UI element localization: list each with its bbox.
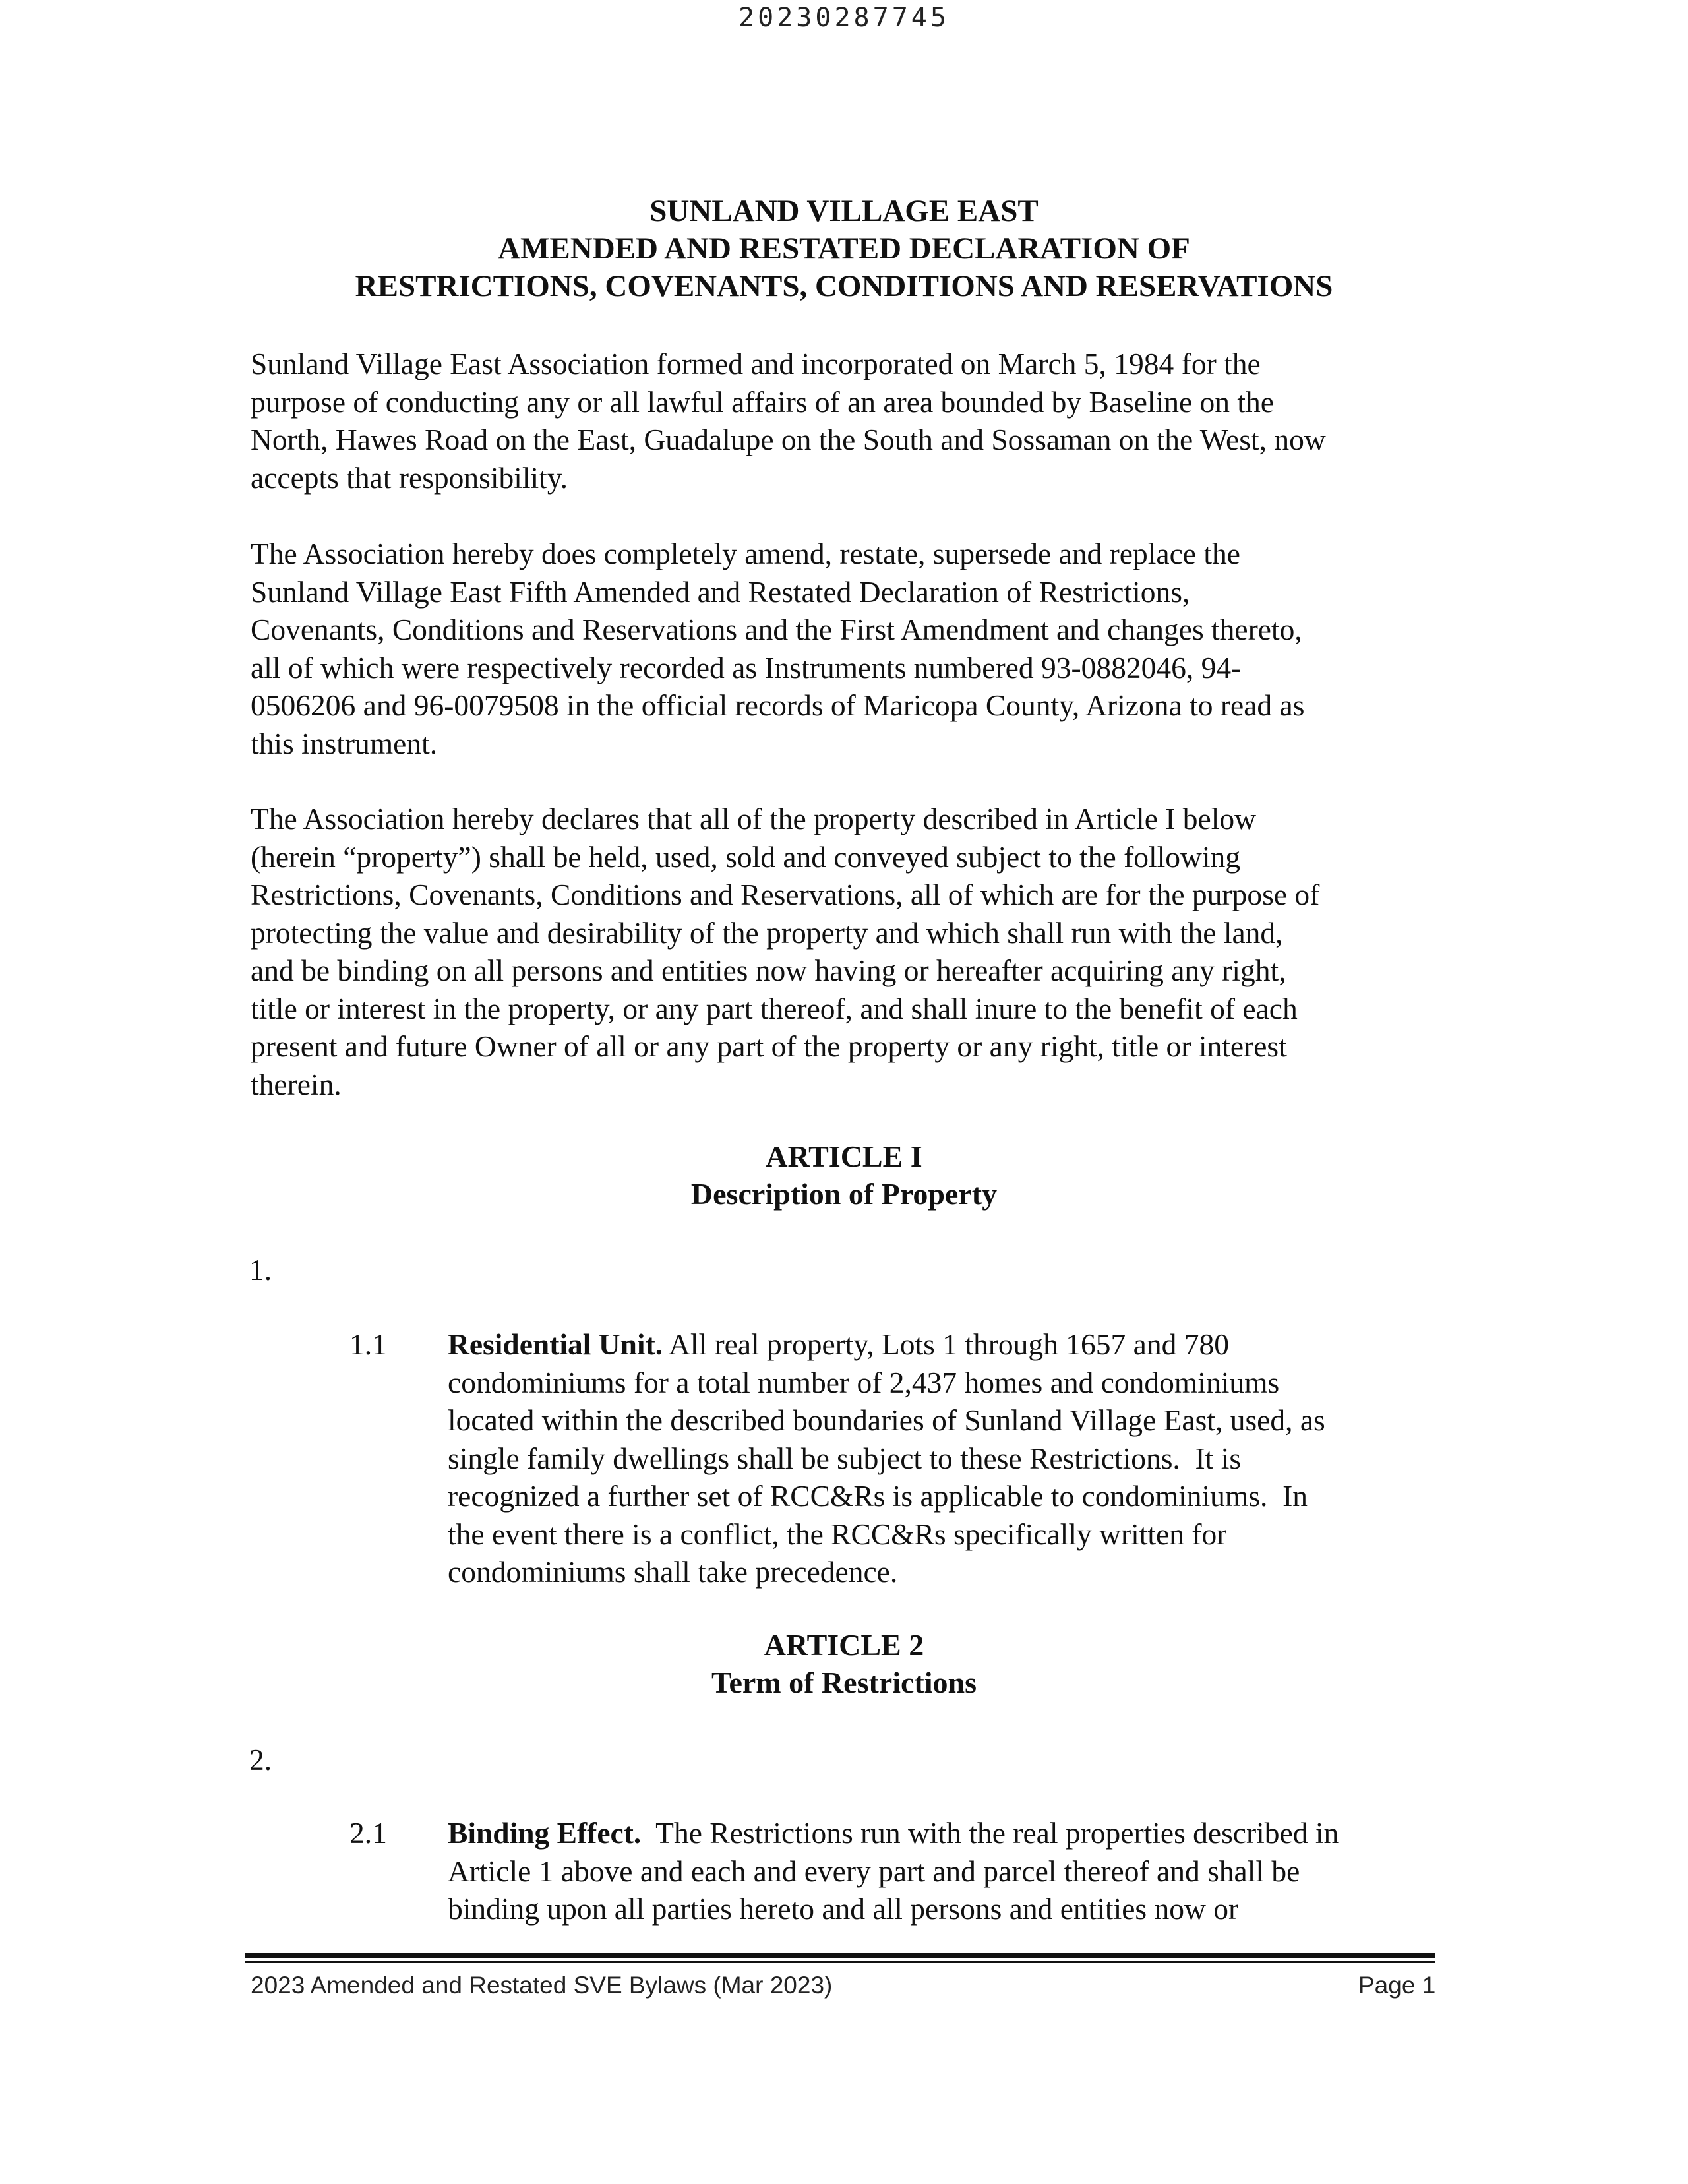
section-1-1-number: 1.1 [349, 1327, 387, 1361]
intro-paragraph-2 [251, 535, 1451, 762]
title-line-1: SUNLAND VILLAGE EAST [649, 194, 1039, 228]
article-2-heading [0, 1626, 1688, 1701]
footer-divider-thin [245, 1961, 1435, 1963]
article-1-number: 1. [249, 1253, 272, 1287]
section-1-1-body [448, 1325, 1450, 1591]
footer-page-number: Page 1 [1358, 1972, 1436, 1999]
title-line-3: RESTRICTIONS, COVENANTS, CONDITIONS AND RESERVATIONS [355, 269, 1333, 303]
section-2-1-body [448, 1814, 1450, 1928]
text-line: All real property, Lots 1 through 1657 and 780 [663, 1327, 1229, 1361]
section-2-1-number: 2.1 [349, 1816, 387, 1850]
footer-document-name: 2023 Amended and Restated SVE Bylaws (Mar 2023) [251, 1972, 833, 1999]
text-line: (herein “property”) shall be held, used, sold and conveyed subject to the following [251, 839, 1241, 874]
article-2-subtitle: Term of Restrictions [711, 1666, 977, 1699]
section-2-1-title: Binding Effect. [448, 1816, 642, 1850]
recording-number: 20230287745 [738, 3, 950, 33]
text-line: The Restrictions run with the real properties described in [641, 1816, 1339, 1850]
article-1-subtitle: Description of Property [690, 1177, 998, 1211]
intro-paragraph-3 [251, 800, 1451, 1103]
text-line: title or interest in the property, or any part thereof, and shall inure to the benefit of each [251, 991, 1298, 1025]
text-line: Sunland Village East Fifth Amended and Restated Declaration of Restrictions, [251, 574, 1190, 609]
article-1-title: ARTICLE I [766, 1139, 922, 1173]
footer-divider-thick [245, 1953, 1435, 1958]
text-line: The Association hereby declares that all of the property described in Article I below [251, 802, 1256, 835]
text-line: condominiums shall take precedence. [448, 1555, 898, 1589]
text-line: single family dwellings shall be subject to these Restrictions. It is [448, 1441, 1242, 1475]
text-line: located within the described boundaries of Sunland Village East, used, as [448, 1403, 1325, 1437]
text-line: recognized a further set of RCC&Rs is applicable to condominiums. In [448, 1479, 1308, 1513]
text-line: and be binding on all persons and entities now having or hereafter acquiring any right, [251, 954, 1286, 987]
text-line: Restrictions, Covenants, Conditions and Reservations, all of which are for the purpose of [251, 878, 1320, 911]
text-line: accepts that responsibility. [251, 460, 568, 495]
document-title [0, 193, 1688, 305]
text-line: protecting the value and desirability of the property and which shall run with the land, [251, 915, 1283, 950]
article-2-number: 2. [249, 1743, 272, 1776]
intro-paragraph-1 [251, 345, 1451, 497]
article-1-heading [0, 1138, 1688, 1213]
text-line: therein. [251, 1067, 342, 1101]
text-line: present and future Owner of all or any part of the property or any right, title or interest [251, 1029, 1287, 1063]
text-line: Sunland Village East Association formed and incorporated on March 5, 1984 for the [251, 347, 1261, 380]
title-line-2: AMENDED AND RESTATED DECLARATION OF [498, 231, 1190, 266]
article-2-title: ARTICLE 2 [764, 1628, 924, 1662]
text-line: condominiums for a total number of 2,437 homes and condominiums [448, 1365, 1280, 1399]
text-line: Article 1 above and each and every part and parcel thereof and shall be [448, 1854, 1300, 1888]
text-line: The Association hereby does completely amend, restate, supersede and replace the [251, 537, 1240, 570]
text-line: the event there is a conflict, the RCC&Rs specifically written for [448, 1517, 1227, 1551]
text-line: this instrument. [251, 726, 438, 760]
section-1-1-title: Residential Unit. [448, 1327, 663, 1361]
text-line: Covenants, Conditions and Reservations and the First Amendment and changes thereto, [251, 613, 1302, 646]
text-line: binding upon all parties hereto and all persons and entities now or [448, 1892, 1239, 1926]
text-line: all of which were respectively recorded as Instruments numbered 93-0882046, 94- [251, 650, 1242, 684]
text-line: North, Hawes Road on the East, Guadalupe on the South and Sossaman on the West, now [251, 423, 1326, 456]
text-line: 0506206 and 96-0079508 in the official records of Maricopa County, Arizona to read as [251, 688, 1305, 722]
text-line: purpose of conducting any or all lawful affairs of an area bounded by Baseline on the [251, 384, 1274, 419]
